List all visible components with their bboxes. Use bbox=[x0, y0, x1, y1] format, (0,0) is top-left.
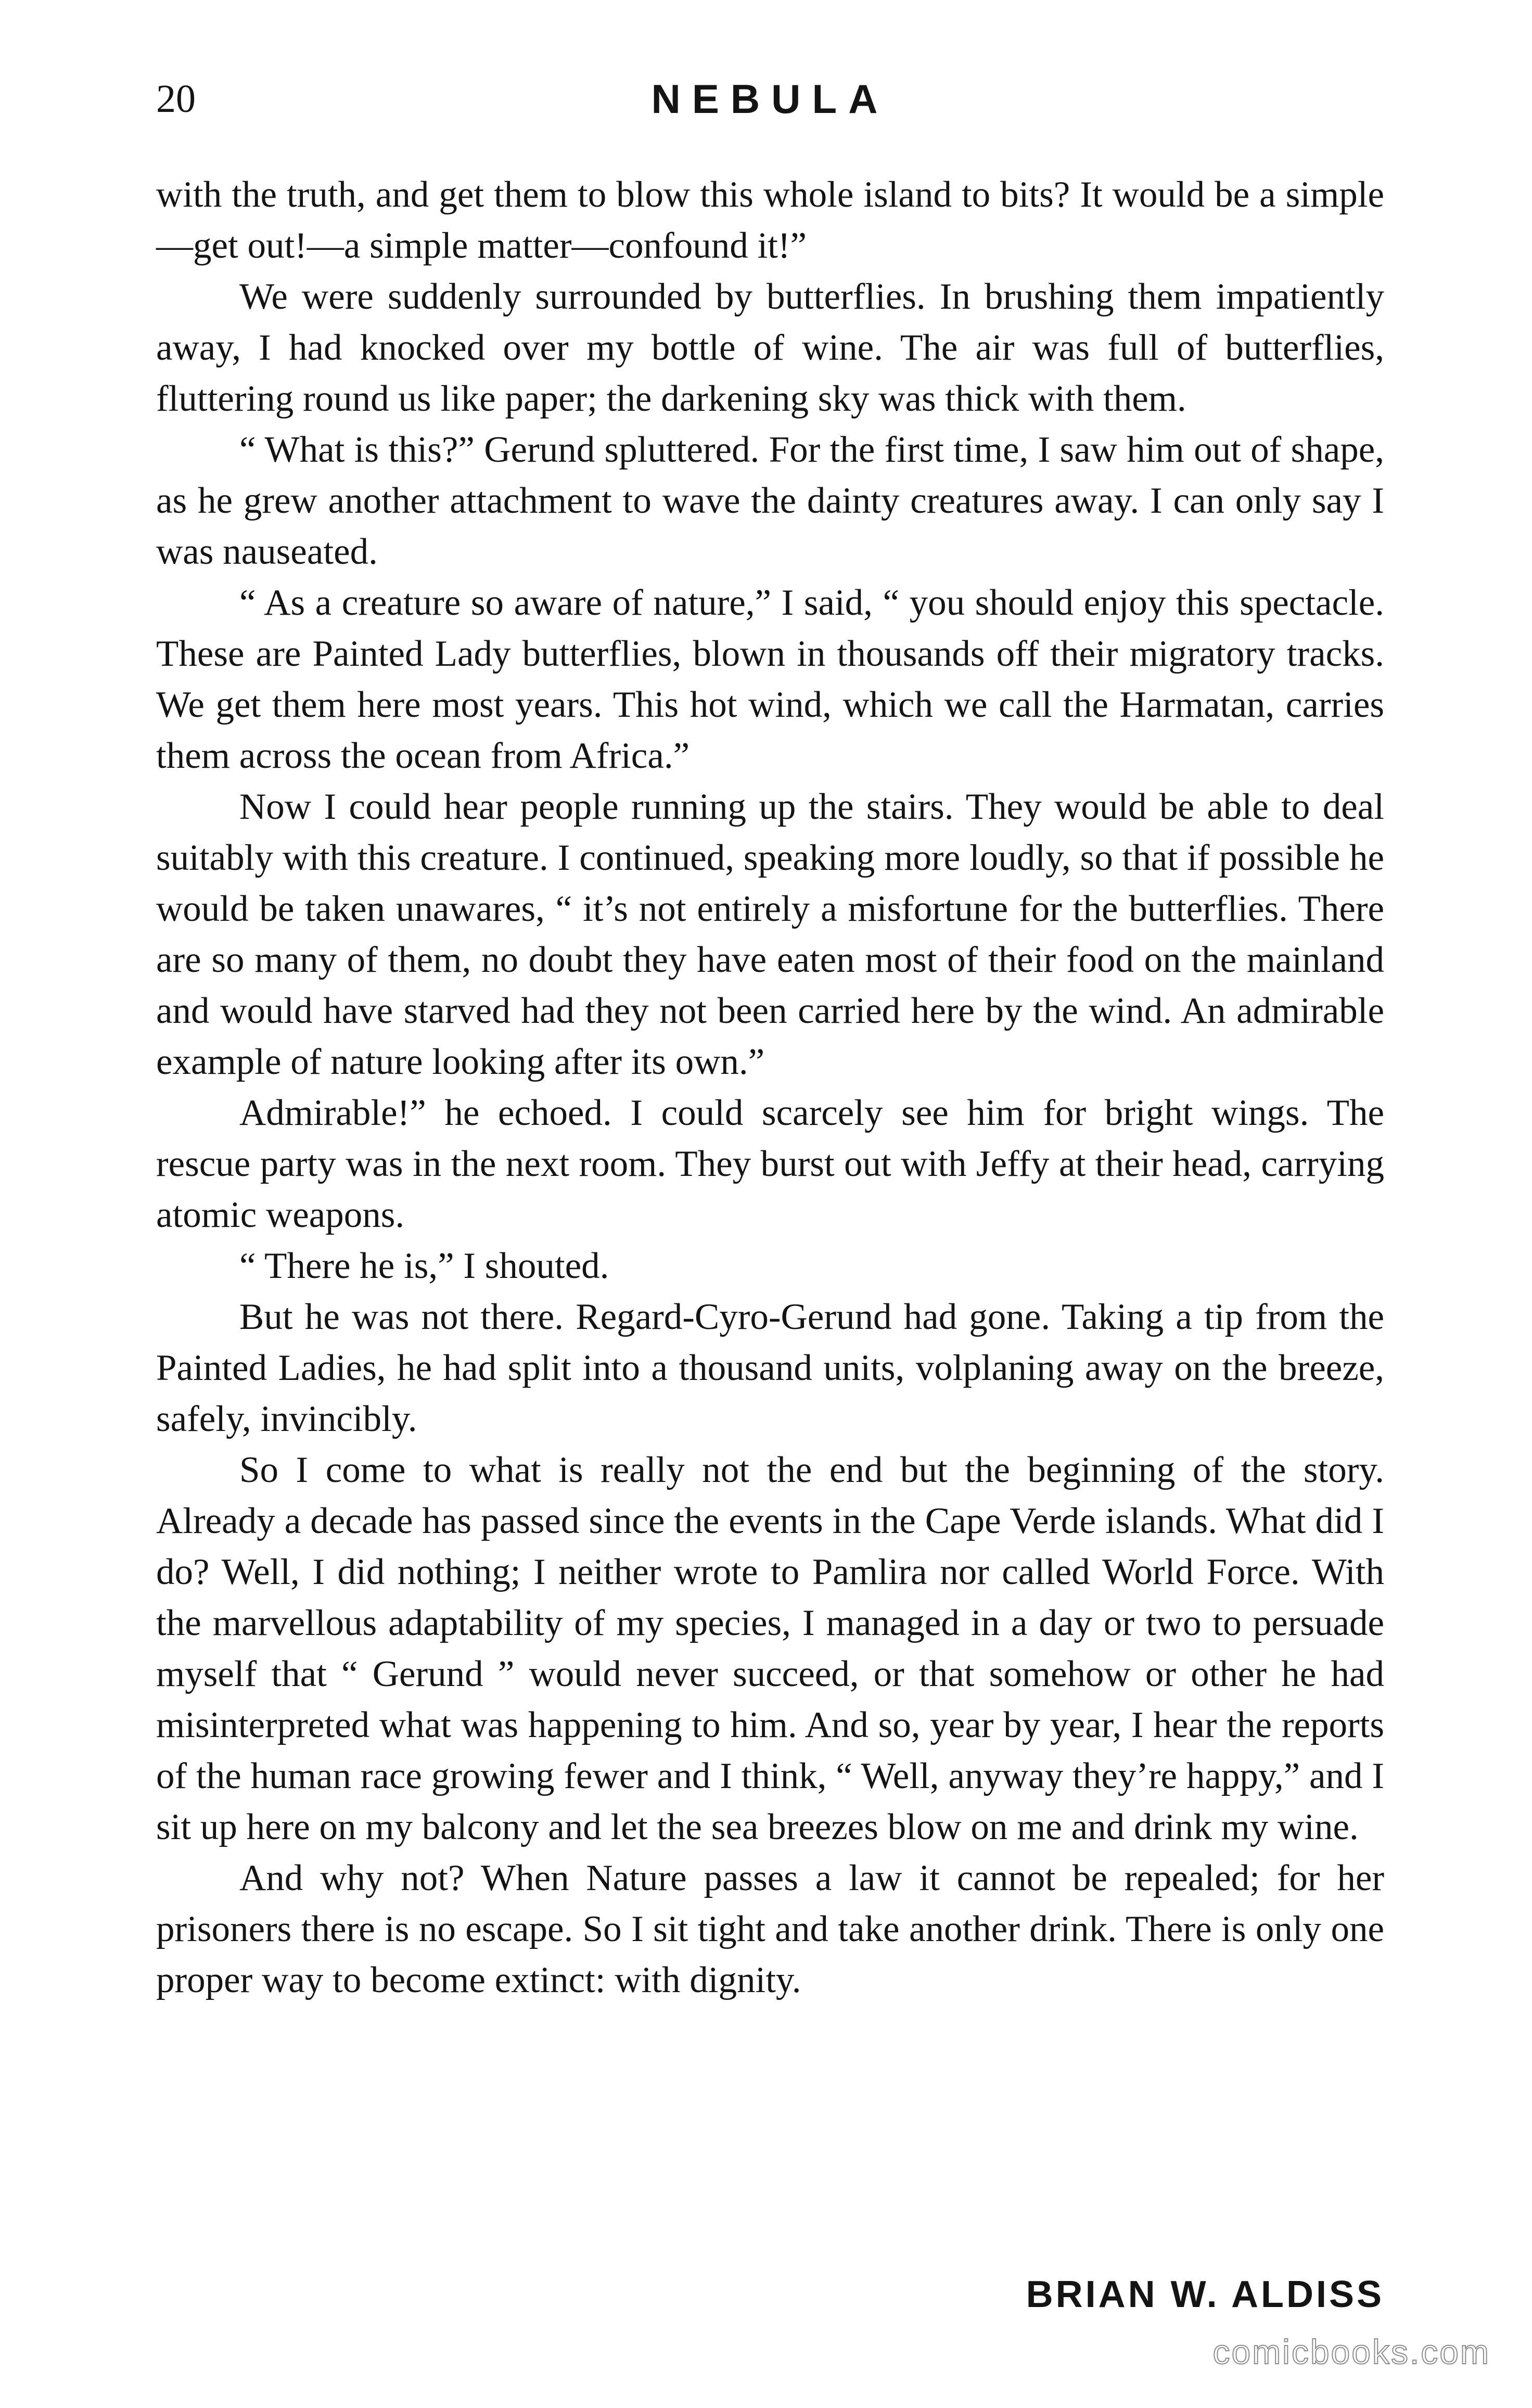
paragraph-what-is-this: “ What is this?” Gerund spluttered. For the first time, I saw him out of shape, as he grew another attachment to wave the dainty creatures away. I can only say I was nauseated. bbox=[156, 429, 1384, 572]
magazine-title: NEBULA bbox=[651, 76, 889, 122]
paragraph-why-not: And why not? When Nature passes a law it cannot be repealed; for her prisoners there is no escape. So I sit tight and take another drink. There is only one proper way to become extinct: with dignity. bbox=[156, 1858, 1384, 2000]
author-byline: BRIAN W. ALDISS bbox=[1026, 2274, 1384, 2315]
paragraph-butterflies: We were suddenly surrounded by butterflies. In brushing them impatiently away, I had knocked over my bottle of wine. The air was full of butterflies, fluttering round us like paper; the darkening sky was thick with them. bbox=[156, 276, 1384, 419]
paragraph-running-up-stairs: Now I could hear people running up the stairs. They would be able to deal suitably with this creature. I continued, speaking more loudly, so that if possible he would be taken unawares, “ it’s not entirely a misfortune for the butterflies. There are so many of them, no doubt they have eaten most of their food on the mainland and would have starved had they not been carried here by the wind. An admirable example of nature looking after its own.” bbox=[156, 787, 1384, 1082]
paragraph-painted-lady: “ As a creature so aware of nature,” I said, “ you should enjoy this spectacle. These are Painted Lady butterflies, blown in thousands off their migratory tracks. We get them here most years. This hot wind, which we call the Harmatan, carries them across the ocean from Africa.” bbox=[156, 582, 1384, 776]
page-number: 20 bbox=[156, 77, 196, 121]
paragraph-there-he-is: “ There he is,” I shouted. bbox=[239, 1246, 609, 1286]
running-head bbox=[156, 73, 1384, 125]
story-body bbox=[156, 169, 1384, 2006]
paragraph-beginning-of-story: So I come to what is really not the end but the beginning of the story. Already a decade has passed since the events in the Cape Verde islands. What did I do? Well, I did nothing; I neither wrote to Pamlira nor called World Force. With the marvellous adaptability of my species, I managed in a day or two to persuade myself that “ Gerund ” would never succeed, or that somehow or other he had misinterpreted what was happening to him. And so, year by year, I hear the reports of the human race growing fewer and I think, “ Well, anyway they’re happy,” and I sit up here on my balcony and let the sea breezes blow on me and drink my wine. bbox=[156, 1450, 1384, 1847]
paragraph-continued: with the truth, and get them to blow this whole island to bits? It would be a simple—get out!—a simple matter—confound it!” bbox=[156, 174, 1384, 266]
paragraph-not-there: But he was not there. Regard-Cyro-Gerund had gone. Taking a tip from the Painted Ladies, he had split into a thousand units, volplaning away on the breeze, safely, invincibly. bbox=[156, 1297, 1384, 1439]
paragraph-admirable: Admirable!” he echoed. I could scarcely see him for bright wings. The rescue party was in the next room. They burst out with Jeffy at their head, carrying atomic weapons. bbox=[156, 1093, 1384, 1235]
site-watermark: comicbooks.com bbox=[1212, 2333, 1490, 2371]
